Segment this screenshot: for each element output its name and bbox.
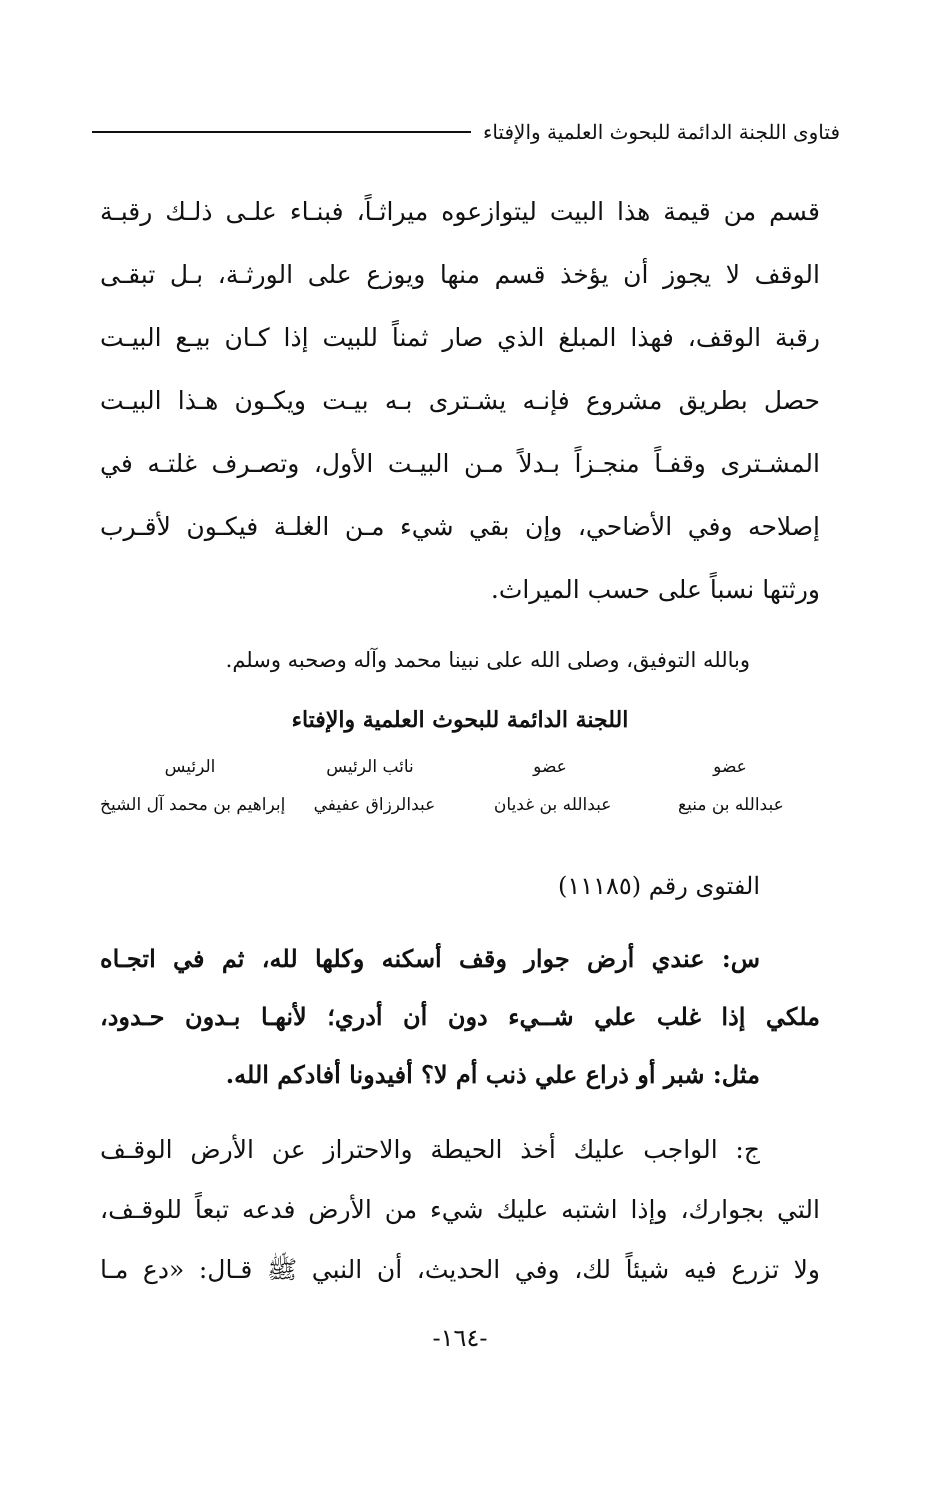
role-label: الرئيس bbox=[164, 757, 216, 777]
answer-line: ج: الواجب عليك أخذ الحيطة والاحتراز عن الأرض الوقـف bbox=[100, 1135, 760, 1164]
body-line: رقبة الوقف، فهذا المبلغ الذي صار ثمناً للبيت إذا كـان بيـع البيـت bbox=[100, 323, 820, 352]
answer-line: التي بجوارك، وإذا اشتبه عليك شيء من الأرض فدعه تبعاً للوقـف، bbox=[100, 1195, 820, 1224]
names-row bbox=[100, 786, 820, 824]
signatories-table bbox=[100, 748, 820, 824]
answer-paragraph bbox=[100, 1120, 820, 1300]
body-line: حصل بطريق مشروع فإنـه يشـترى بـه بيـت ويكـون هـذا البيـت bbox=[100, 386, 820, 415]
body-paragraph bbox=[100, 180, 820, 621]
question-line: مثل: شبر أو ذراع علي ذنب أم لا؟ أفيدونا أفادكم الله. bbox=[225, 1060, 760, 1089]
body-line: المشـترى وقفـاً منجـزاً بـدلاً مـن البيـت الأول، وتصـرف غلتـه في bbox=[100, 449, 820, 478]
role-label: عضو bbox=[533, 757, 567, 777]
closing-formula: وبالله التوفيق، وصلى الله على نبينا محمد وآله وصحبه وسلم. bbox=[225, 648, 750, 672]
body-line: الوقف لا يجوز أن يؤخذ قسم منها ويوزع على الورثـة، بـل تبقـى bbox=[100, 260, 820, 289]
committee-title: اللجنة الدائمة للبحوث العلمية والإفتاء bbox=[291, 707, 629, 733]
body-line: ورثتها نسباً على حسب الميراث. bbox=[490, 575, 820, 604]
signatory-name: إبراهيم بن محمد آل الشيخ bbox=[100, 795, 286, 815]
role-label: نائب الرئيس bbox=[326, 757, 414, 777]
body-line: إصلاحه وفي الأضاحي، وإن بقي شيء مـن الغلـة فيكـون لأقـرب bbox=[100, 512, 820, 541]
question-paragraph bbox=[100, 930, 820, 1104]
role-label: عضو bbox=[713, 757, 747, 777]
signatory-name: عبدالله بن غديان bbox=[493, 795, 612, 815]
header-title: فتاوى اللجنة الدائمة للبحوث العلمية والإفتاء bbox=[482, 120, 840, 144]
running-header bbox=[92, 112, 840, 152]
page-number: -١٦٤- bbox=[432, 1324, 488, 1352]
question-line: ملكي إذا غلب علي شــيء دون أن أدري؛ لأنهـا بـدون حـدود، bbox=[100, 1002, 820, 1031]
fatwa-number: الفتوى رقم (١١١٨٥) bbox=[557, 872, 760, 900]
header-rule bbox=[92, 131, 471, 133]
signatory-name: عبدالرزاق عفيفي bbox=[313, 795, 436, 815]
body-line: قسم من قيمة هذا البيت ليتوازعوه ميراثـاً، فبنـاء علـى ذلـك رقبـة bbox=[100, 197, 820, 226]
roles-row bbox=[100, 748, 820, 786]
question-line: س: عندي أرض جوار وقف أسكنه وكلها لله، ثم في اتجـاه bbox=[100, 944, 760, 973]
signatory-name: عبدالله بن منيع bbox=[678, 795, 784, 815]
answer-line: ولا تزرع فيه شيئاً لك، وفي الحديث، أن النبي ﷺ قـال: «دع مـا bbox=[100, 1255, 820, 1284]
